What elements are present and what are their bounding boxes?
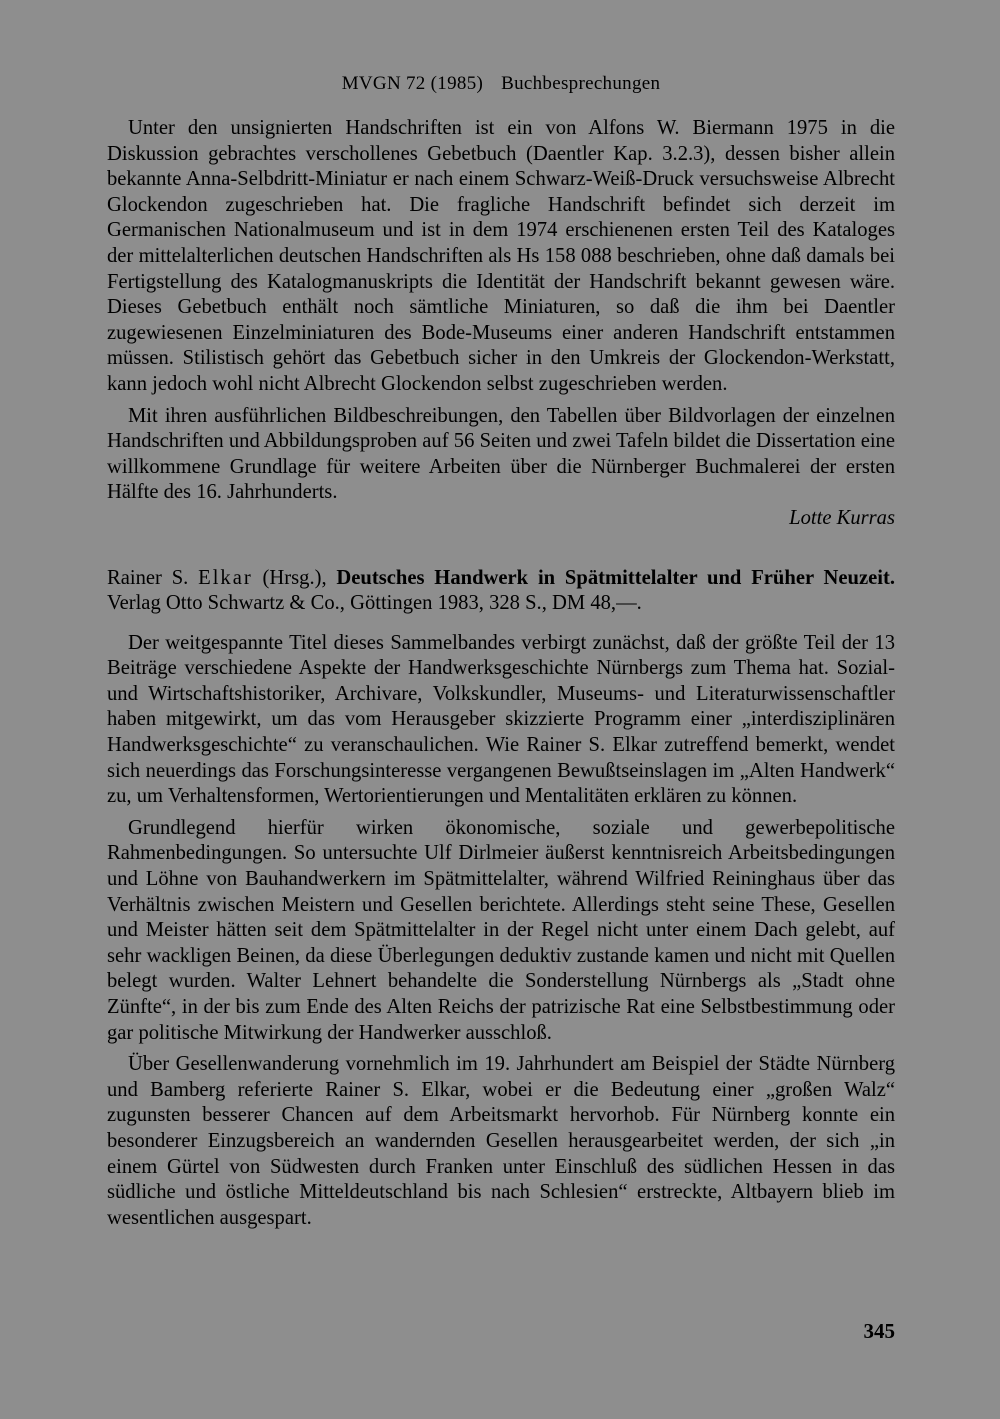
running-header <box>107 70 895 98</box>
review2-bibliographic-heading <box>107 566 895 617</box>
reviewer-signature: Lotte Kurras <box>789 506 895 529</box>
document-page <box>107 70 895 1390</box>
review1-paragraph-1: Unter den unsignierten Handschriften ist ein von Alfons W. Biermann 1975 in die Diskussion gebrachtes verschollenes Gebetbuch (Daentler Kap. 3.2.3), dessen bisher allein bekannte Anna-Selbdritt-Miniatur er nach einem Schwarz-Weiß-Druck versuchsweise Albrecht Glockendon zugeschrieben hat. Die fragliche Handschrift befindet sich derzeit im Germanischen Nationalmuseum und ist in dem 1974 erschienenen ersten Teil des Kataloges der mittelalterlichen deutschen Handschriften als Hs 158 088 beschrieben, ohne daß damals bei Fertigstellung des Katalogmanuskripts die Identität der Handschrift bekannt gewesen wäre. Dieses Gebetbuch enthält noch sämtliche Miniaturen, so daß die ihm bei Daentler zugewiesenen Einzelminiaturen des Bode-Museums einer anderen Handschrift entstammen müssen. Stilistisch gehört das Gebetbuch sicher in den Umkreis der Glockendon-Werkstatt, kann jedoch wohl nicht Albrecht Glockendon selbst zugeschrieben werden. <box>107 117 895 395</box>
review2-paragraph-3: Über Gesellenwanderung vornehmlich im 19. Jahrhundert am Beispiel der Städte Nürnberg und Bamberg referierte Rainer S. Elkar, wobei er die Bedeutung einer „großen Walz“ zugunsten besserer Chancen auf dem Arbeitsmarkt hervorhob. Für Nürnberg konnte ein besonderer Einzugsbereich an wandernden Gesellen herausgearbeitet werden, der sich „in einem Gürtel von Südwesten durch Franken unter Einschluß des südlichen Hessen in das südliche und östliche Mitteldeutschland bis nach Schlesien“ erstreckte, Altbayern blieb im wesentlichen ausgespart. <box>107 1053 895 1229</box>
section-title: Buchbesprechungen <box>501 73 661 94</box>
author-last-name: Elkar <box>198 566 253 589</box>
review2-paragraph-1: Der weitgespannte Titel dieses Sammelbandes verbirgt zunächst, daß der größte Teil der 13 Beiträge verschiedene Aspekte der Handwerksgeschichte Nürnbergs zum Thema hat. Sozial- und Wirtschaftshistoriker, Archivare, Volkskundler, Museums- und Literaturwissenschaftler haben mitgewirkt, um das vom Herausgeber skizzierte Programm einer „interdisziplinären Handwerksgeschichte“ zu veranschaulichen. Wie Rainer S. Elkar zutreffend bemerkt, wendet sich neuerdings das Forschungsinteresse vergangenen Bewußtseinslagen im „Alten Handwerk“ zu, um Verhaltensformen, Wertorientierungen und Mentalitäten erklären zu können. <box>107 631 895 808</box>
publication-details: Verlag Otto Schwartz & Co., Göttingen 1983, 328 S., DM 48,—. <box>107 592 642 615</box>
journal-citation: MVGN 72 (1985) <box>341 73 484 94</box>
book-title: Deutsches Handwerk in Spätmittelalter und Früher Neuzeit. <box>336 566 896 589</box>
page-number: 345 <box>863 1319 895 1343</box>
review1-paragraph-2: Mit ihren ausführlichen Bildbeschreibungen, den Tabellen über Bildvorlagen der einzelnen Handschriften und Abbildungsproben auf 56 Seiten und zwei Tafeln bildet die Dissertation eine willkommene Grundlage für weitere Arbeiten über die Nürnberger Buchmalerei der ersten Hälfte des 16. Jahrhunderts. <box>107 404 895 504</box>
review2-paragraph-2: Grundlegend hierfür wirken ökonomische, soziale und gewerbepolitische Rahmenbedingungen. So untersuchte Ulf Dirlmeier äußerst kenntnisreich Arbeitsbedingungen und Löhne von Bauhandwerkern im Spätmittelalter, während Wilfried Reininghaus über das Verhältnis zwischen Meistern und Gesellen berichtete. Allerdings steht seine These, Gesellen und Meister hätten seit dem Spätmittelalter in der Regel nicht unter einem Dach gelebt, auf sehr wackligen Beinen, da diese Überlegungen deduktiv zustande kamen und nicht mit Quellen belegt wurden. Walter Lehnert behandelte die Sonderstellung Nürnbergs als „Stadt ohne Zünfte“, in der bis zum Ende des Alten Reichs der patrizische Rat eine Selbstbestimmung oder gar politische Mitwirkung der Handwerker ausschloß. <box>107 816 895 1044</box>
editor-note: (Hrsg.), <box>262 566 327 589</box>
author-first-name: Rainer S. <box>107 566 189 589</box>
